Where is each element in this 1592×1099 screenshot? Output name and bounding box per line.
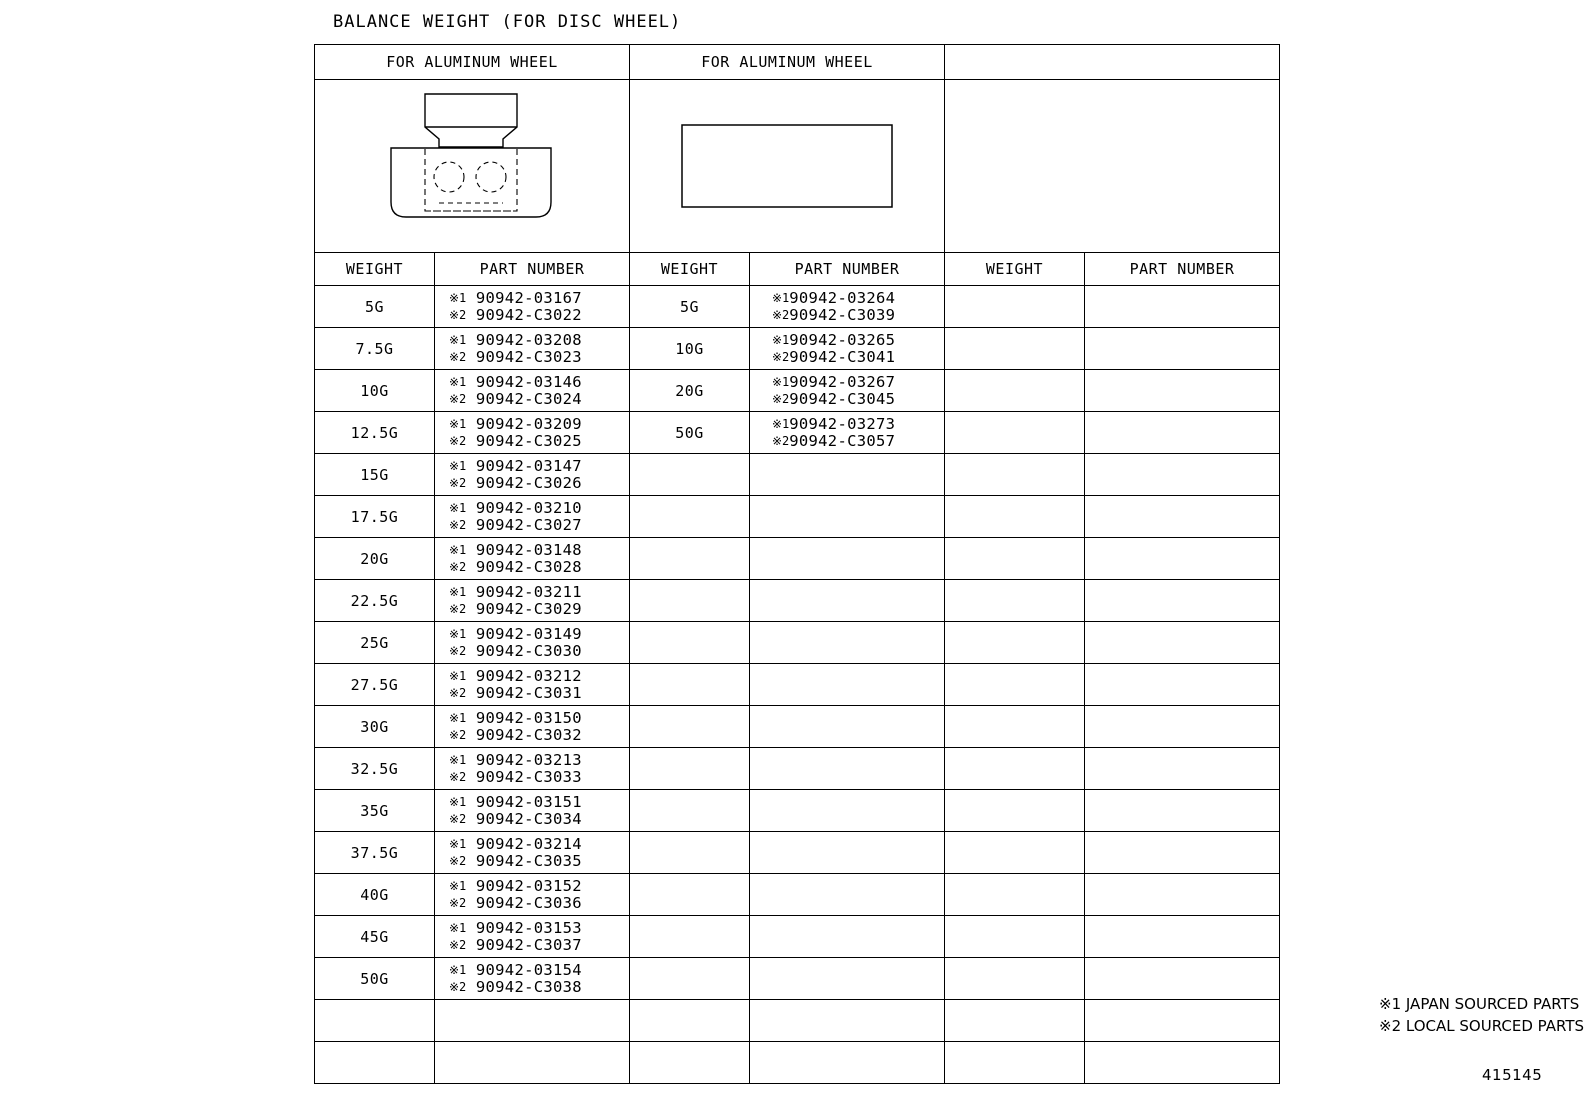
weight-cell-right — [945, 916, 1085, 958]
adhesive-weight-illustration-cell — [630, 80, 945, 253]
part-number-local: ※2 90942-C3023 — [449, 347, 582, 366]
part-number-cell-middle — [750, 1042, 945, 1084]
part-number-local: ※2 90942-C3028 — [449, 557, 582, 576]
group-header-middle: FOR ALUMINUM WHEEL — [630, 45, 945, 80]
part-number-cell-middle — [750, 538, 945, 580]
table-row — [315, 790, 1280, 832]
weight-cell-middle: 50G — [630, 412, 750, 454]
part-number-cell-right — [1085, 832, 1280, 874]
weight-cell-left: 35G — [315, 790, 435, 832]
weight-cell-left: 25G — [315, 622, 435, 664]
part-number-cell-right — [1085, 748, 1280, 790]
header-weight-left: WEIGHT — [315, 253, 435, 286]
part-number-japan: ※190942-03264 — [772, 288, 896, 307]
part-number-local: ※290942-C3057 — [772, 431, 896, 450]
part-number-cell-middle — [750, 958, 945, 1000]
part-number-local: ※2 90942-C3030 — [449, 641, 582, 660]
weight-cell-left: 15G — [315, 454, 435, 496]
weight-cell-right — [945, 958, 1085, 1000]
table-row — [315, 496, 1280, 538]
empty-illustration-cell — [945, 80, 1280, 253]
figure-number: 415145 — [1482, 1066, 1543, 1084]
weight-cell-middle: 20G — [630, 370, 750, 412]
weight-cell-middle — [630, 454, 750, 496]
part-number-cell-left — [435, 874, 630, 916]
part-number-japan: ※1 90942-03150 — [449, 708, 582, 727]
table-row — [315, 454, 1280, 496]
header-weight-middle: WEIGHT — [630, 253, 750, 286]
part-number-cell-right — [1085, 1000, 1280, 1042]
part-number-japan: ※1 90942-03210 — [449, 498, 582, 517]
part-number-cell-right — [1085, 412, 1280, 454]
part-number-cell-middle — [750, 1000, 945, 1042]
table-row — [315, 874, 1280, 916]
part-number-cell-right — [1085, 454, 1280, 496]
footnote-1: ※1 JAPAN SOURCED PARTS — [1379, 995, 1580, 1013]
part-number-cell-left — [435, 328, 630, 370]
part-number-cell-middle — [750, 454, 945, 496]
part-number-japan: ※1 90942-03151 — [449, 792, 582, 811]
part-number-local: ※2 90942-C3029 — [449, 599, 582, 618]
part-number-cell-middle — [750, 370, 945, 412]
table-row — [315, 622, 1280, 664]
weight-cell-right — [945, 370, 1085, 412]
part-number-cell-middle — [750, 328, 945, 370]
weight-cell-left: 5G — [315, 286, 435, 328]
part-number-local: ※2 90942-C3032 — [449, 725, 582, 744]
part-number-cell-right — [1085, 874, 1280, 916]
weight-cell-middle — [630, 1000, 750, 1042]
header-weight-right: WEIGHT — [945, 253, 1085, 286]
part-number-local: ※2 90942-C3038 — [449, 977, 582, 996]
table-row — [315, 706, 1280, 748]
part-number-cell-left — [435, 748, 630, 790]
table-row — [315, 664, 1280, 706]
part-number-cell-middle — [750, 874, 945, 916]
weight-cell-left: 50G — [315, 958, 435, 1000]
table-row — [315, 1042, 1280, 1084]
part-number-cell-middle — [750, 664, 945, 706]
weight-cell-middle: 10G — [630, 328, 750, 370]
part-number-cell-middle — [750, 748, 945, 790]
part-number-japan: ※1 90942-03214 — [449, 834, 582, 853]
part-number-japan: ※1 90942-03213 — [449, 750, 582, 769]
table-row — [315, 580, 1280, 622]
weight-cell-right — [945, 412, 1085, 454]
part-number-japan: ※190942-03273 — [772, 414, 896, 433]
part-number-local: ※2 90942-C3026 — [449, 473, 582, 492]
part-number-cell-middle — [750, 286, 945, 328]
weight-cell-left: 40G — [315, 874, 435, 916]
part-number-cell-left — [435, 1000, 630, 1042]
part-number-cell-right — [1085, 1042, 1280, 1084]
weight-cell-middle — [630, 496, 750, 538]
weight-cell-middle — [630, 538, 750, 580]
part-number-cell-left — [435, 286, 630, 328]
weight-cell-right — [945, 664, 1085, 706]
weight-cell-right — [945, 580, 1085, 622]
part-number-cell-right — [1085, 580, 1280, 622]
part-number-cell-right — [1085, 706, 1280, 748]
weight-cell-left: 37.5G — [315, 832, 435, 874]
part-number-cell-left — [435, 706, 630, 748]
part-number-japan: ※1 90942-03149 — [449, 624, 582, 643]
weight-cell-right — [945, 832, 1085, 874]
weight-cell-left — [315, 1042, 435, 1084]
weight-cell-middle — [630, 622, 750, 664]
weight-cell-middle — [630, 1042, 750, 1084]
table-row — [315, 370, 1280, 412]
part-number-cell-right — [1085, 622, 1280, 664]
table-row — [315, 286, 1280, 328]
part-number-japan: ※1 90942-03154 — [449, 960, 582, 979]
part-number-cell-middle — [750, 832, 945, 874]
part-number-local: ※2 90942-C3037 — [449, 935, 582, 954]
weight-cell-middle — [630, 916, 750, 958]
part-number-cell-right — [1085, 664, 1280, 706]
part-number-cell-middle — [750, 622, 945, 664]
part-number-japan: ※1 90942-03212 — [449, 666, 582, 685]
adhesive-balance-weight-icon — [679, 116, 895, 216]
weight-cell-right — [945, 1000, 1085, 1042]
header-partnumber-right: PART NUMBER — [1085, 253, 1280, 286]
weight-cell-left: 17.5G — [315, 496, 435, 538]
part-number-japan: ※1 90942-03147 — [449, 456, 582, 475]
clip-on-balance-weight-icon — [347, 91, 597, 241]
table-row — [315, 328, 1280, 370]
group-header-row — [315, 45, 1280, 80]
part-number-cell-middle — [750, 916, 945, 958]
table-row — [315, 832, 1280, 874]
weight-cell-middle — [630, 664, 750, 706]
group-header-left: FOR ALUMINUM WHEEL — [315, 45, 630, 80]
part-number-cell-right — [1085, 916, 1280, 958]
part-number-japan: ※1 90942-03148 — [449, 540, 582, 559]
part-number-local: ※290942-C3045 — [772, 389, 896, 408]
part-number-japan: ※190942-03265 — [772, 330, 896, 349]
part-number-cell-left — [435, 370, 630, 412]
weight-cell-left: 32.5G — [315, 748, 435, 790]
weight-cell-middle — [630, 832, 750, 874]
weight-cell-middle — [630, 706, 750, 748]
part-number-cell-right — [1085, 370, 1280, 412]
part-number-local: ※2 90942-C3031 — [449, 683, 582, 702]
weight-cell-right — [945, 454, 1085, 496]
part-number-cell-left — [435, 958, 630, 1000]
part-number-japan: ※1 90942-03209 — [449, 414, 582, 433]
weight-cell-middle — [630, 580, 750, 622]
part-number-cell-right — [1085, 328, 1280, 370]
header-partnumber-middle: PART NUMBER — [750, 253, 945, 286]
part-number-cell-left — [435, 622, 630, 664]
page-title: BALANCE WEIGHT (FOR DISC WHEEL) — [333, 12, 682, 32]
part-number-cell-left — [435, 790, 630, 832]
weight-cell-left: 22.5G — [315, 580, 435, 622]
illustration-row — [315, 80, 1280, 253]
weight-cell-right — [945, 496, 1085, 538]
weight-cell-right — [945, 790, 1085, 832]
part-number-cell-middle — [750, 790, 945, 832]
weight-cell-left: 27.5G — [315, 664, 435, 706]
part-number-local: ※2 90942-C3033 — [449, 767, 582, 786]
part-number-cell-left — [435, 454, 630, 496]
part-number-cell-right — [1085, 286, 1280, 328]
part-number-cell-middle — [750, 706, 945, 748]
weight-cell-right — [945, 286, 1085, 328]
weight-cell-left: 45G — [315, 916, 435, 958]
part-number-local: ※2 90942-C3035 — [449, 851, 582, 870]
weight-cell-middle — [630, 790, 750, 832]
weight-cell-right — [945, 1042, 1085, 1084]
weight-cell-left: 10G — [315, 370, 435, 412]
part-number-local: ※290942-C3041 — [772, 347, 896, 366]
part-number-local: ※290942-C3039 — [772, 305, 896, 324]
part-number-cell-right — [1085, 496, 1280, 538]
weight-cell-right — [945, 706, 1085, 748]
weight-cell-middle — [630, 958, 750, 1000]
part-number-cell-left — [435, 832, 630, 874]
part-number-cell-left — [435, 916, 630, 958]
weight-cell-left: 30G — [315, 706, 435, 748]
part-number-cell-left — [435, 412, 630, 454]
part-number-cell-middle — [750, 412, 945, 454]
column-header-row — [315, 253, 1280, 286]
weight-cell-right — [945, 328, 1085, 370]
weight-cell-right — [945, 622, 1085, 664]
header-partnumber-left: PART NUMBER — [435, 253, 630, 286]
part-number-japan: ※1 90942-03152 — [449, 876, 582, 895]
table-row — [315, 412, 1280, 454]
part-number-cell-left — [435, 580, 630, 622]
weight-cell-left: 12.5G — [315, 412, 435, 454]
part-number-japan: ※1 90942-03146 — [449, 372, 582, 391]
weight-cell-right — [945, 874, 1085, 916]
group-header-right — [945, 45, 1280, 80]
part-number-cell-left — [435, 496, 630, 538]
footnotes — [1379, 994, 1584, 1038]
table-row — [315, 538, 1280, 580]
part-number-japan: ※1 90942-03153 — [449, 918, 582, 937]
part-number-cell-middle — [750, 580, 945, 622]
table-row — [315, 958, 1280, 1000]
table-row — [315, 748, 1280, 790]
part-number-cell-right — [1085, 790, 1280, 832]
balance-weight-table — [314, 44, 1279, 1084]
table-row — [315, 1000, 1280, 1042]
part-number-cell-left — [435, 1042, 630, 1084]
part-number-japan: ※1 90942-03208 — [449, 330, 582, 349]
part-number-cell-left — [435, 664, 630, 706]
weight-cell-left: 20G — [315, 538, 435, 580]
part-number-cell-right — [1085, 538, 1280, 580]
part-number-local: ※2 90942-C3036 — [449, 893, 582, 912]
footnote-2: ※2 LOCAL SOURCED PARTS — [1379, 1016, 1584, 1035]
part-number-local: ※2 90942-C3022 — [449, 305, 582, 324]
part-number-cell-middle — [750, 496, 945, 538]
weight-cell-middle — [630, 748, 750, 790]
part-number-local: ※2 90942-C3034 — [449, 809, 582, 828]
table-row — [315, 916, 1280, 958]
part-number-japan: ※1 90942-03211 — [449, 582, 582, 601]
weight-cell-middle — [630, 874, 750, 916]
weight-cell-right — [945, 748, 1085, 790]
clip-on-weight-illustration-cell — [315, 80, 630, 253]
weight-cell-left — [315, 1000, 435, 1042]
part-number-japan: ※190942-03267 — [772, 372, 896, 391]
part-number-local: ※2 90942-C3027 — [449, 515, 582, 534]
part-number-cell-left — [435, 538, 630, 580]
part-number-cell-right — [1085, 958, 1280, 1000]
part-number-local: ※2 90942-C3025 — [449, 431, 582, 450]
weight-cell-middle: 5G — [630, 286, 750, 328]
part-number-japan: ※1 90942-03167 — [449, 288, 582, 307]
part-number-local: ※2 90942-C3024 — [449, 389, 582, 408]
weight-cell-left: 7.5G — [315, 328, 435, 370]
weight-cell-right — [945, 538, 1085, 580]
